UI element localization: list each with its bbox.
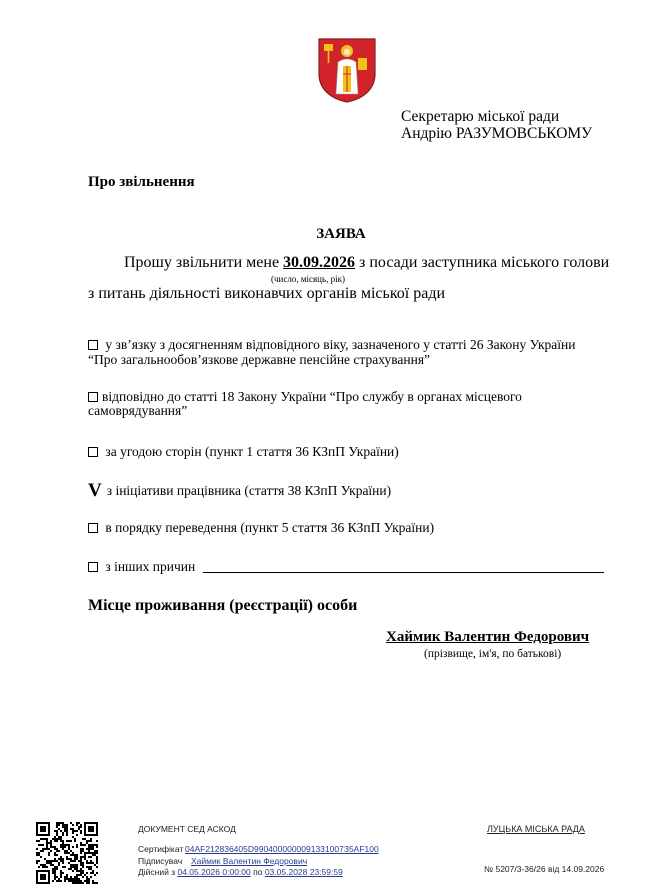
addressee-title: Секретарю міської ради: [401, 108, 560, 125]
request-suffix: з посади заступника міського голови: [359, 254, 610, 271]
footer-signer-label: Підписувач: [138, 856, 183, 866]
residence-label: Місце проживання (реєстрації) особи: [88, 597, 358, 614]
option-civil-service-text-2: самоврядування”: [88, 403, 188, 418]
option-transfer-text: в порядку переведення (пункт 5 стаття 36 КЗпП України): [105, 520, 435, 535]
date-hint: (число, місяць, рік): [271, 274, 345, 284]
qr-code-icon: [36, 822, 98, 884]
other-reasons-blank-line: [203, 572, 604, 573]
footer-doc-label: ДОКУМЕНТ СЕД АСКОД: [138, 824, 236, 834]
document-title: ЗАЯВА: [316, 226, 366, 242]
request-line-2: з питань діяльності виконавчих органів міської ради: [88, 285, 446, 302]
checkbox-other-reasons: [88, 562, 98, 572]
option-transfer: [88, 518, 434, 537]
footer-valid-mid: по: [253, 867, 263, 877]
option-employee-initiative-text: з ініціативи працівника (стаття 38 КЗпП України): [106, 483, 392, 498]
checkbox-transfer: [88, 523, 98, 533]
option-retirement-text: у зв’язку з досягненням відповідного віку, зазначеного у статті 26 Закону України: [105, 337, 576, 352]
checkbox-mutual-agreement: [88, 447, 98, 457]
checkmark-employee-initiative: V: [88, 480, 102, 501]
option-mutual-agreement-text: за угодою сторін (пункт 1 стаття 36 КЗпП України): [105, 444, 399, 459]
footer-valid-prefix: Дійсний з: [138, 867, 176, 877]
checkbox-retirement: [88, 340, 98, 350]
footer-cert-label: Сертифікат: [138, 844, 184, 854]
option-other-reasons-text: з інших причин: [105, 559, 196, 574]
footer-registration-number: № 5207/3-36/26 від 14.09.2026: [484, 864, 605, 874]
option-civil-service-text: відповідно до статті 18 Закону України “Про службу в органах місцевого: [102, 389, 522, 404]
signer-name-hint: (прізвище, ім'я, по батькові): [424, 648, 562, 660]
document-subject: Про звільнення: [88, 174, 195, 190]
request-date: 30.09.2026: [283, 254, 356, 271]
checkbox-civil-service: [88, 392, 98, 402]
addressee-name: Андрію РАЗУМОВСЬКОМУ: [401, 125, 593, 142]
option-mutual-agreement: [88, 442, 399, 461]
city-coat-of-arms-icon: [316, 36, 378, 104]
option-employee-initiative: [88, 481, 391, 500]
footer-organization: ЛУЦЬКА МІСЬКА РАДА: [487, 824, 585, 834]
signer-name: Хаймик Валентин Федорович: [386, 629, 590, 645]
option-other-reasons: [88, 557, 195, 576]
request-line: [124, 254, 609, 272]
option-retirement-text-2: “Про загальнообов’язкове державне пенсійне страхування”: [88, 352, 431, 367]
footer-validity: [138, 867, 343, 877]
footer-valid-to: 03.05.2028 23:59:59: [264, 867, 343, 877]
footer-signer-value: Хаймик Валентин Федорович: [191, 856, 308, 866]
request-prefix: Прошу звільнити мене: [124, 254, 280, 271]
footer-valid-from: 04.05.2026 0:00:00: [177, 867, 251, 877]
footer-cert-value: 04AF212836405D9904000000091331007З5AF100: [185, 844, 379, 854]
